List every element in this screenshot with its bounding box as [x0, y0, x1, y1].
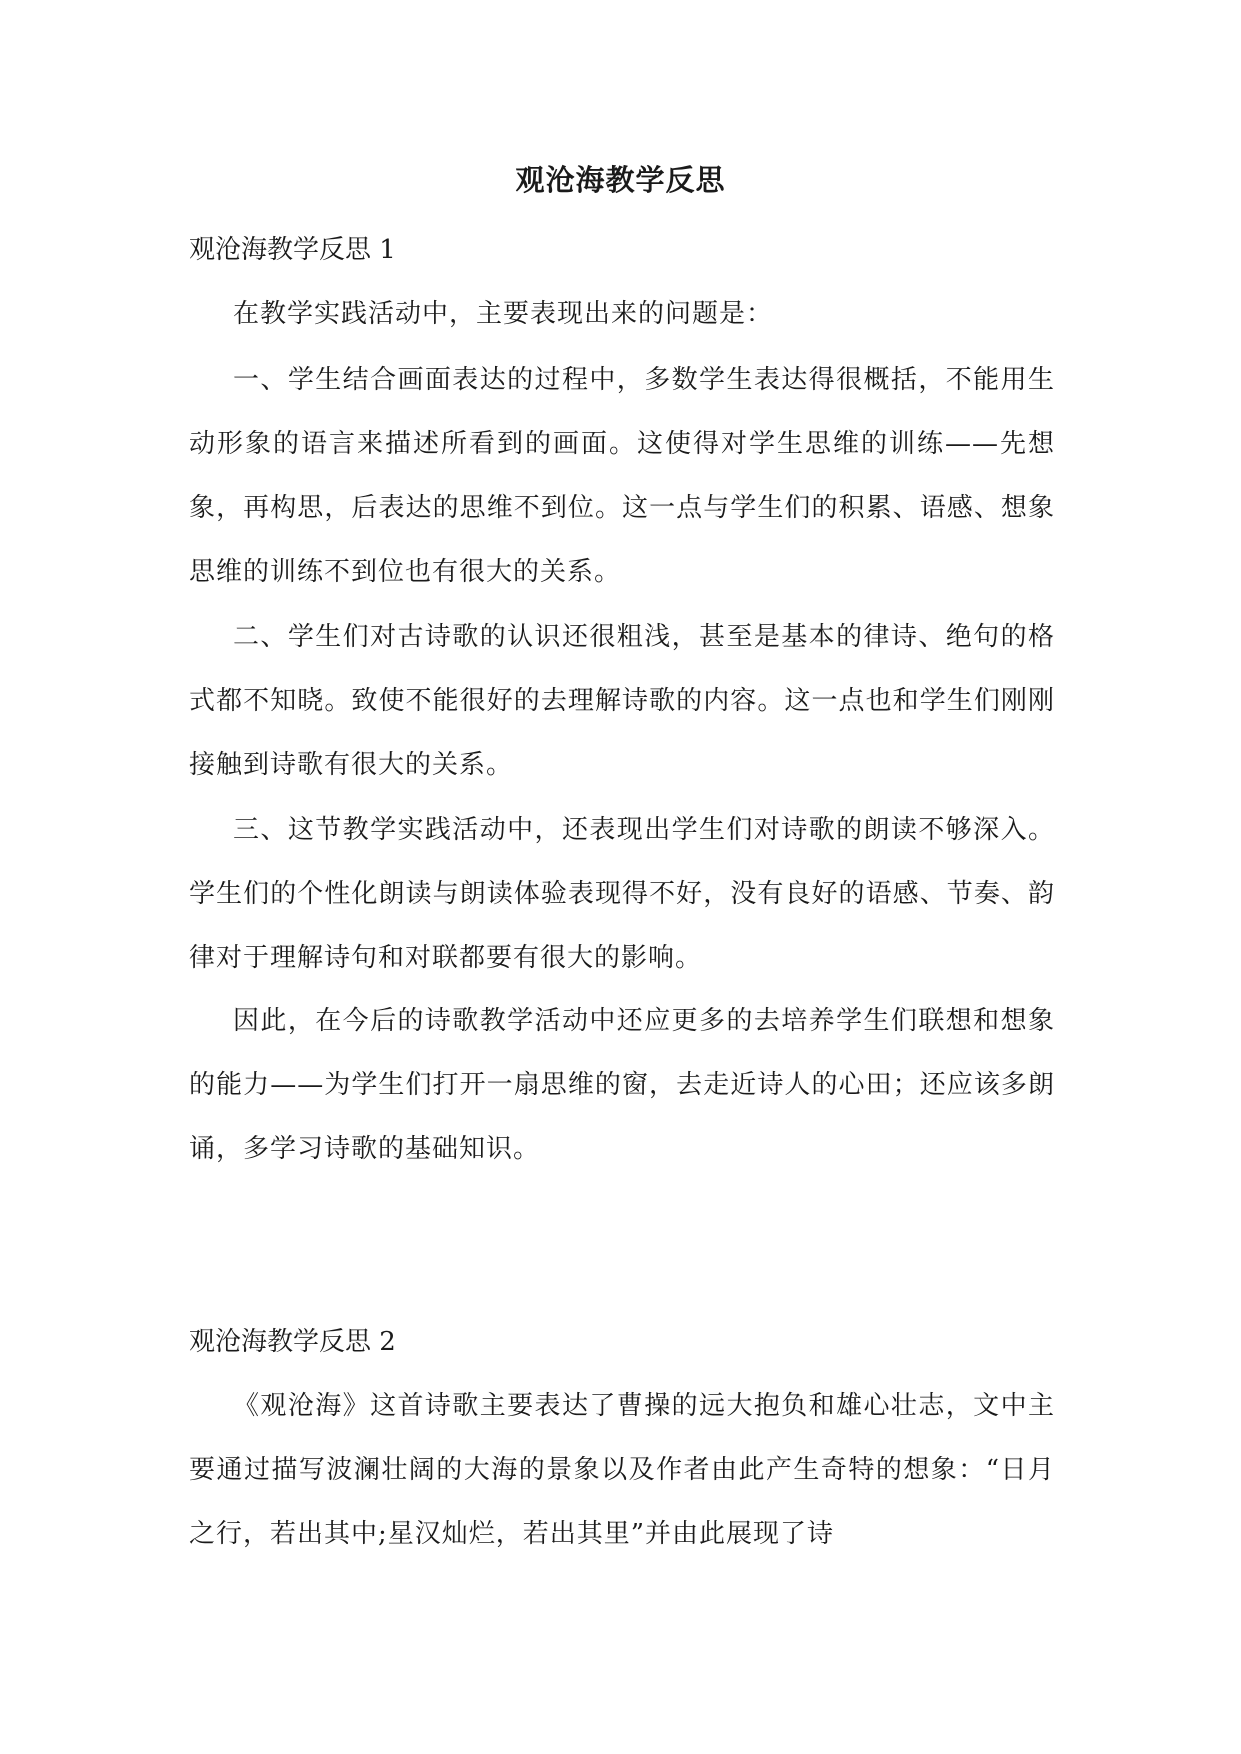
paragraph-intro: 在教学实践活动中，主要表现出来的问题是：	[233, 299, 774, 329]
section-heading-2: 观沧海教学反思 2	[189, 1327, 396, 1357]
paragraph-section-2-intro: 《观沧海》这首诗歌主要表达了曹操的远大抱负和雄心壮志，文中主要通过描写波澜壮阔的大海的景象以及作者由此产生奇特的想象：“日月之行，若出其中;星汉灿烂，若出其里”并由此展现了诗	[189, 1391, 1055, 1549]
paragraph-point-3: 三、这节教学实践活动中，还表现出学生们对诗歌的朗读不够深入。学生们的个性化朗读与朗读体验表现得不好，没有良好的语感、节奏、韵律对于理解诗句和对联都要有很大的影响。	[189, 815, 1055, 973]
section-heading-1: 观沧海教学反思 1	[189, 235, 396, 265]
document-title: 观沧海教学反思	[515, 163, 726, 197]
paragraph-conclusion: 因此，在今后的诗歌教学活动中还应更多的去培养学生们联想和想象的能力——为学生们打开一扇思维的窗，去走近诗人的心田；还应该多朗诵，多学习诗歌的基础知识。	[189, 1006, 1055, 1164]
paragraph-point-1: 一、学生结合画面表达的过程中，多数学生表达得很概括，不能用生动形象的语言来描述所看到的画面。这使得对学生思维的训练——先想象，再构思，后表达的思维不到位。这一点与学生们的积累、语感、想象思维的训练不到位也有很大的关系。	[189, 365, 1055, 587]
paragraph-point-2: 二、学生们对古诗歌的认识还很粗浅，甚至是基本的律诗、绝句的格式都不知晓。致使不能很好的去理解诗歌的内容。这一点也和学生们刚刚接触到诗歌有很大的关系。	[189, 622, 1055, 780]
